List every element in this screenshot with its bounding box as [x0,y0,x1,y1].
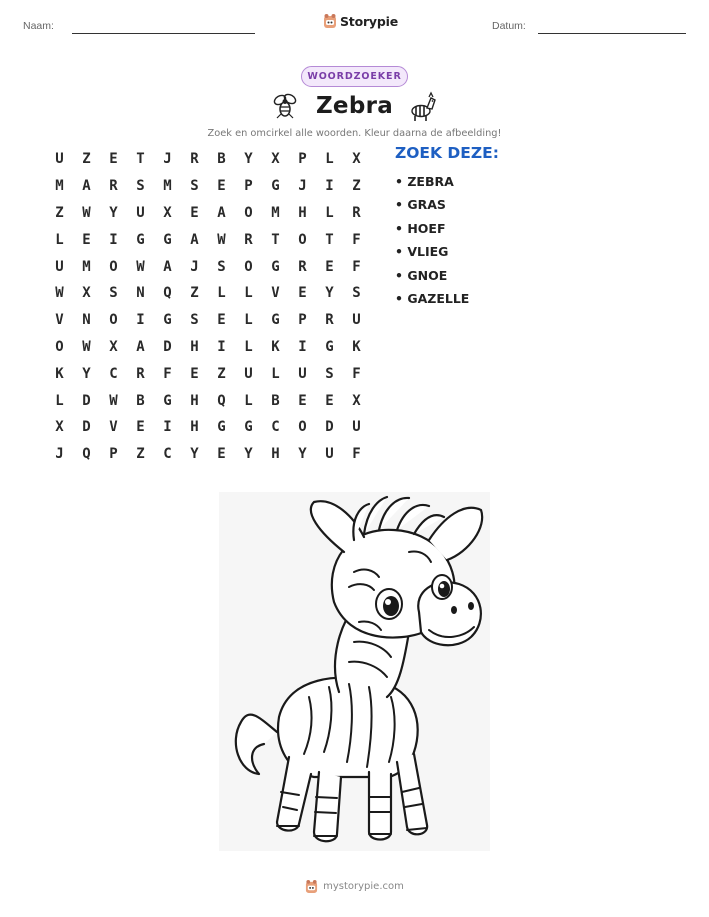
grid-letter[interactable]: P [298,312,307,329]
grid-letter[interactable]: B [217,151,226,168]
grid-letter[interactable]: Q [82,446,91,463]
grid-letter[interactable]: T [271,231,280,248]
grid-letter[interactable]: F [352,446,361,463]
grid-letter[interactable]: A [190,231,199,248]
grid-letter[interactable]: E [325,258,334,275]
grid-letter[interactable]: V [55,312,64,329]
grid-letter[interactable]: E [136,419,145,436]
word-item: • VLIEG [395,244,449,260]
footer-url[interactable]: mystorypie.com [323,881,404,892]
grid-letter[interactable]: Z [55,204,64,221]
grid-letter[interactable]: X [163,204,172,221]
grid-letter[interactable]: Y [244,446,253,463]
grid-letter[interactable]: A [136,338,145,355]
grid-letter[interactable]: J [190,258,199,275]
grid-letter[interactable]: E [109,151,118,168]
grid-letter[interactable]: X [352,392,361,409]
grid-letter[interactable]: J [55,446,64,463]
grid-letter[interactable]: I [298,338,307,355]
brand-name: Storypie [340,13,398,29]
grid-letter[interactable]: G [271,312,280,329]
grid-letter[interactable]: O [298,231,307,248]
grid-letter[interactable]: S [136,178,145,195]
grid-letter[interactable]: E [217,446,226,463]
grid-letter[interactable]: A [217,204,226,221]
grid-letter[interactable]: E [82,231,91,248]
grid-letter[interactable]: E [298,285,307,302]
grid-letter[interactable]: Y [109,204,118,221]
grid-letter[interactable]: H [190,392,199,409]
grid-letter[interactable]: L [325,204,334,221]
grid-letter[interactable]: Y [298,446,307,463]
date-label: Datum: [492,20,526,32]
grid-letter[interactable]: G [271,178,280,195]
grid-letter[interactable]: O [55,338,64,355]
grid-letter[interactable]: G [325,338,334,355]
grid-letter[interactable]: A [82,178,91,195]
grid-letter[interactable]: R [352,204,361,221]
grid-letter[interactable]: E [325,392,334,409]
word-item: • HOEF [395,220,446,236]
grid-letter[interactable]: Z [217,365,226,382]
grid-letter[interactable]: E [217,178,226,195]
grid-letter[interactable]: L [271,365,280,382]
grid-letter[interactable]: U [55,258,64,275]
footer [0,879,709,894]
grid-letter[interactable]: D [82,419,91,436]
grid-letter[interactable]: J [298,178,307,195]
grid-letter[interactable]: P [298,151,307,168]
storypie-logo [323,13,398,29]
grid-letter[interactable]: R [298,258,307,275]
instructions: Zoek en omcirkel alle woorden. Kleur daarna de afbeelding! [207,128,502,139]
word-item: • GRAS [395,197,446,213]
grid-letter[interactable]: Z [136,446,145,463]
grid-letter[interactable]: F [352,231,361,248]
grid-letter[interactable]: L [217,285,226,302]
grid-letter[interactable]: N [82,312,91,329]
grid-letter[interactable]: Y [325,285,334,302]
name-line[interactable] [72,33,255,34]
grid-letter[interactable]: T [325,231,334,248]
grid-letter[interactable]: X [55,419,64,436]
grid-letter[interactable]: I [325,178,334,195]
grid-letter[interactable]: I [163,419,172,436]
grid-letter[interactable]: K [55,365,64,382]
storypie-logo-icon [305,879,318,894]
grid-letter[interactable]: V [271,285,280,302]
grid-letter[interactable]: V [109,419,118,436]
category-badge: WOORDZOEKER [301,66,408,87]
grid-letter[interactable]: Q [217,392,226,409]
grid-letter[interactable]: C [109,365,118,382]
grid-letter[interactable]: M [55,178,64,195]
grid-letter[interactable]: F [163,365,172,382]
grid-letter[interactable]: U [136,204,145,221]
grid-letter[interactable]: W [136,258,145,275]
grid-letter[interactable]: I [217,338,226,355]
grid-letter[interactable]: Z [352,178,361,195]
grid-letter[interactable]: R [190,151,199,168]
grid-letter[interactable]: U [325,446,334,463]
grid-letter[interactable]: G [163,231,172,248]
grid-letter[interactable]: E [298,392,307,409]
grid-letter[interactable]: R [136,365,145,382]
grid-letter[interactable]: G [217,419,226,436]
grid-letter[interactable]: C [163,446,172,463]
grid-letter[interactable]: H [271,446,280,463]
grid-letter[interactable]: D [82,392,91,409]
title-row [0,90,709,122]
grid-letter[interactable]: Y [244,151,253,168]
grid-letter[interactable]: S [352,285,361,302]
grid-letter[interactable]: L [55,392,64,409]
grid-letter[interactable]: G [136,231,145,248]
grid-letter[interactable]: O [109,258,118,275]
grid-letter[interactable]: U [298,365,307,382]
grid-letter[interactable]: L [244,285,253,302]
grid-letter[interactable]: P [244,178,253,195]
grid-letter[interactable]: G [163,392,172,409]
grid-letter[interactable]: G [271,258,280,275]
grid-letter[interactable]: N [136,285,145,302]
grid-letter[interactable]: C [271,419,280,436]
grid-letter[interactable]: E [217,312,226,329]
grid-letter[interactable]: Z [82,151,91,168]
grid-letter[interactable]: Q [163,285,172,302]
grid-letter[interactable]: X [109,338,118,355]
grid-letter[interactable]: X [271,151,280,168]
grid-letter[interactable]: M [82,258,91,275]
grid-letter[interactable]: S [190,312,199,329]
grid-letter[interactable]: L [244,338,253,355]
grid-letter[interactable]: D [163,338,172,355]
grid-letter[interactable]: A [163,258,172,275]
grid-letter[interactable]: W [82,338,91,355]
word-list [395,170,469,310]
grid-letter[interactable]: F [352,258,361,275]
date-line[interactable] [538,33,686,34]
grid-letter[interactable]: Z [190,285,199,302]
grid-letter[interactable]: R [244,231,253,248]
grid-letter[interactable]: D [325,419,334,436]
grid-letter[interactable]: W [109,392,118,409]
letter-grid[interactable] [46,146,370,468]
grid-letter[interactable]: M [271,204,280,221]
grid-letter[interactable]: B [136,392,145,409]
page-title: Zebra [315,93,394,119]
grid-letter[interactable]: H [298,204,307,221]
grid-letter[interactable]: M [163,178,172,195]
grid-letter[interactable]: P [109,446,118,463]
grid-letter[interactable]: O [244,258,253,275]
grid-letter[interactable]: W [55,285,64,302]
grid-letter[interactable]: X [352,151,361,168]
grid-letter[interactable]: U [352,312,361,329]
grid-letter[interactable]: G [163,312,172,329]
fly-icon [270,90,302,122]
grid-letter[interactable]: B [271,392,280,409]
word-item: • GNOE [395,267,448,283]
word-item: • ZEBRA [395,174,454,189]
grid-letter[interactable]: F [352,365,361,382]
grid-letter[interactable]: R [109,178,118,195]
grid-letter[interactable]: O [298,419,307,436]
grid-letter[interactable]: O [109,312,118,329]
grid-letter[interactable]: J [163,151,172,168]
grid-letter[interactable]: H [190,338,199,355]
grid-letter[interactable]: O [244,204,253,221]
grid-letter[interactable]: G [244,419,253,436]
word-list-heading: ZOEK DEZE: [395,144,499,162]
grid-letter[interactable]: L [244,312,253,329]
grid-letter[interactable]: E [190,204,199,221]
grid-letter[interactable]: U [352,419,361,436]
grid-letter[interactable]: Y [82,365,91,382]
storypie-logo-icon [323,13,337,29]
grid-letter[interactable]: R [325,312,334,329]
zebra-icon [407,90,439,122]
grid-letter[interactable]: X [82,285,91,302]
zebra-illustration [219,492,490,851]
grid-letter[interactable]: S [325,365,334,382]
grid-letter[interactable]: T [136,151,145,168]
grid-letter[interactable]: U [55,151,64,168]
grid-letter[interactable]: K [352,338,361,355]
zebra-coloring-picture [219,492,490,851]
name-label: Naam: [23,20,54,32]
grid-letter[interactable]: L [244,392,253,409]
grid-letter[interactable]: U [244,365,253,382]
grid-letter[interactable]: H [190,419,199,436]
grid-letter[interactable]: I [109,231,118,248]
grid-letter[interactable]: K [271,338,280,355]
grid-letter[interactable]: W [82,204,91,221]
word-item: • GAZELLE [395,290,470,306]
grid-letter[interactable]: S [217,258,226,275]
grid-letter[interactable]: I [136,312,145,329]
grid-letter[interactable]: W [217,231,226,248]
grid-letter[interactable]: E [190,365,199,382]
grid-letter[interactable]: Y [190,446,199,463]
grid-letter[interactable]: L [55,231,64,248]
grid-letter[interactable]: S [109,285,118,302]
grid-letter[interactable]: L [325,151,334,168]
grid-letter[interactable]: S [190,178,199,195]
